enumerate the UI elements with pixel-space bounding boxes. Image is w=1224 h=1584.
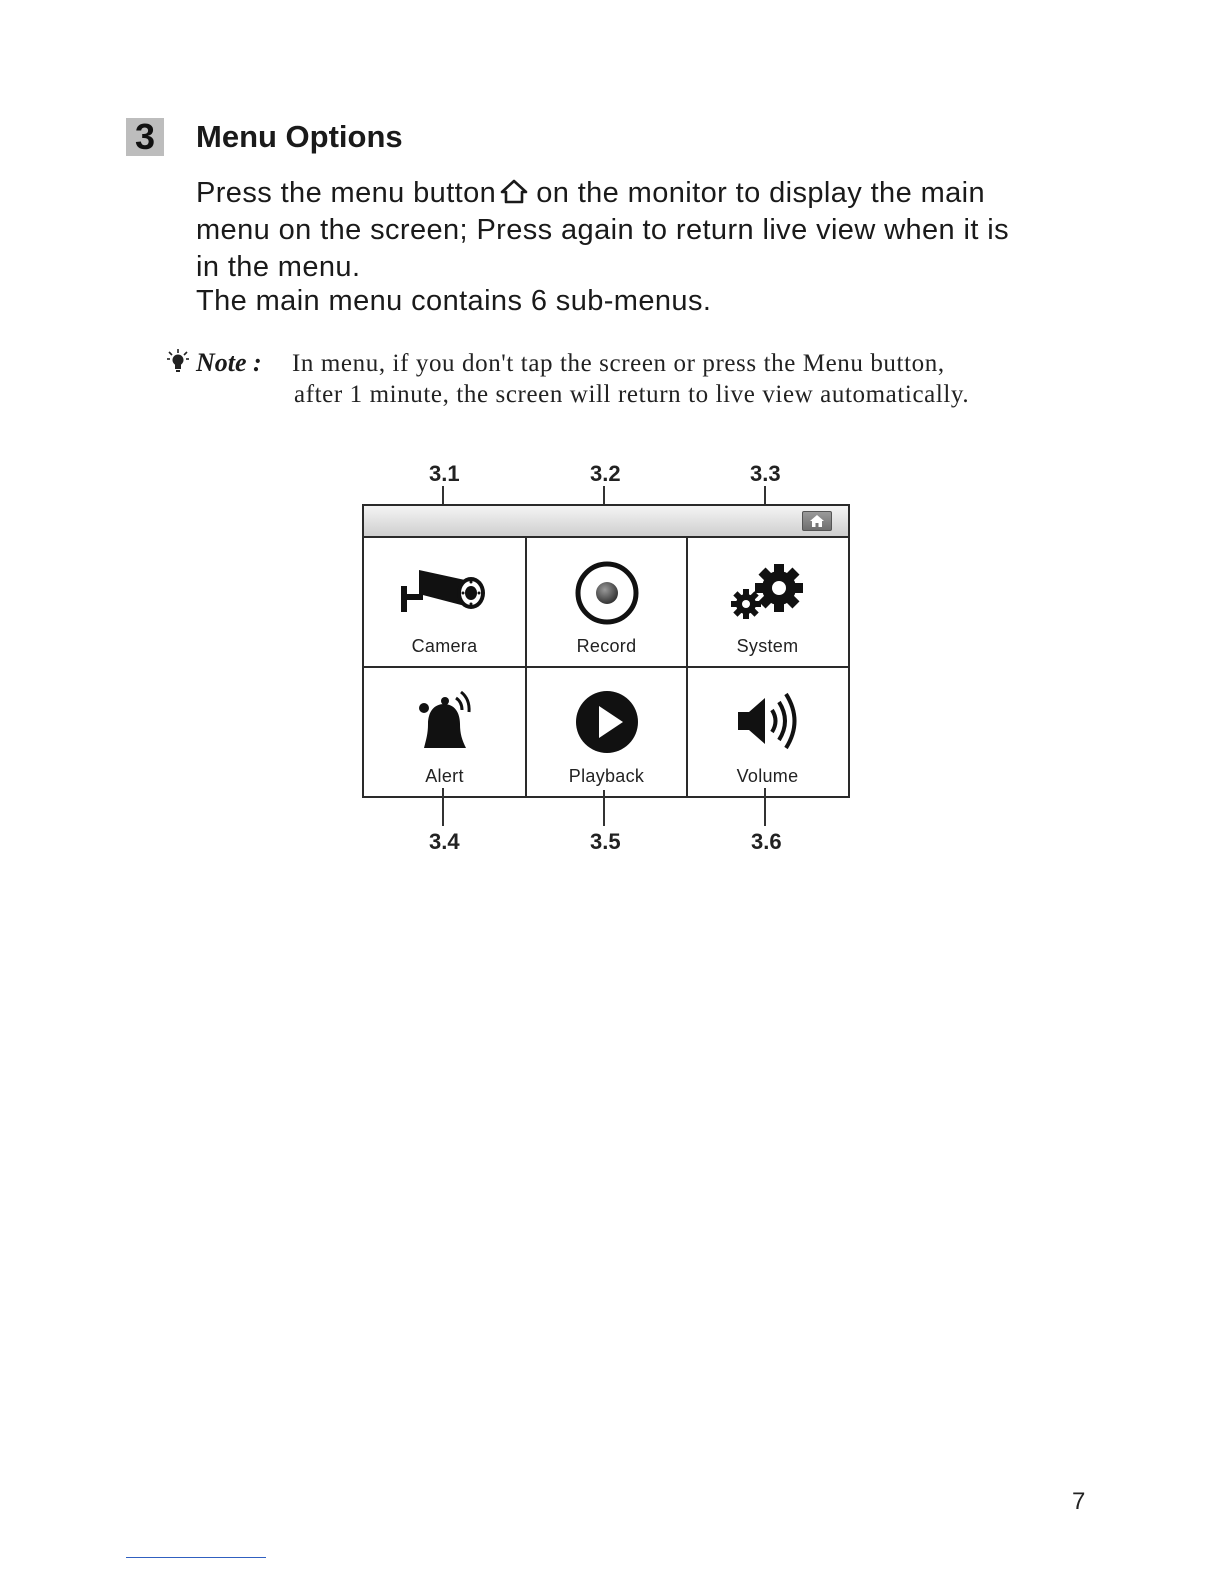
callout-leader-3-6 <box>764 788 766 826</box>
note-text <box>292 348 1052 410</box>
intro-line-1 <box>196 176 1076 213</box>
home-icon <box>500 179 528 213</box>
camera-icon <box>399 560 491 620</box>
bell-icon <box>412 688 478 754</box>
screen-home-button[interactable] <box>802 511 832 531</box>
gears-icon <box>729 562 807 624</box>
section-number-badge: 3 <box>126 118 164 156</box>
menu-item-volume[interactable] <box>687 668 848 796</box>
intro-line-1a: Press the menu button <box>196 177 497 209</box>
intro-line-2: menu on the screen; Press again to return live view when it is <box>196 214 1010 246</box>
note-label: Note : <box>196 348 262 377</box>
note-line-1: In menu, if you don't tap the screen or press the Menu button, <box>292 350 945 377</box>
callout-3-2: 3.2 <box>590 461 621 486</box>
callout-3-5: 3.5 <box>590 829 621 854</box>
home-icon <box>803 512 831 530</box>
note-line-2: after 1 minute, the screen will return to live view automatically. <box>294 381 970 408</box>
menu-item-label: Alert <box>425 766 464 786</box>
menu-item-label: Record <box>576 636 637 656</box>
menu-item-camera[interactable] <box>364 538 525 666</box>
monitor-main-menu-screen <box>362 504 850 798</box>
menu-item-record[interactable] <box>526 538 687 666</box>
intro-line-4: The main menu contains 6 sub-menus. <box>196 285 712 317</box>
menu-item-label: Volume <box>736 766 799 786</box>
menu-item-playback[interactable] <box>526 668 687 796</box>
menu-item-label: Camera <box>411 636 478 656</box>
lightbulb-icon <box>166 348 190 379</box>
callout-3-4: 3.4 <box>429 829 460 854</box>
menu-item-system[interactable] <box>687 538 848 666</box>
speaker-icon <box>735 690 801 752</box>
record-icon <box>574 560 640 626</box>
page-number: 7 <box>1072 1488 1086 1515</box>
callout-leader-3-5 <box>603 790 605 826</box>
screen-title-bar <box>364 506 848 538</box>
footer-rule <box>126 1557 266 1558</box>
intro-paragraph <box>196 176 1076 318</box>
play-icon <box>575 690 639 754</box>
callout-3-6: 3.6 <box>751 829 782 854</box>
section-title: Menu Options <box>196 119 403 154</box>
menu-item-alert[interactable] <box>364 668 525 796</box>
callout-3-3: 3.3 <box>750 461 781 486</box>
menu-item-label: Playback <box>568 766 645 786</box>
intro-line-1b: on the monitor to display the main <box>536 177 986 209</box>
menu-item-label: System <box>736 636 799 656</box>
intro-line-3: in the menu. <box>196 251 361 283</box>
callout-3-1: 3.1 <box>429 461 460 486</box>
callout-leader-3-4 <box>442 788 444 826</box>
